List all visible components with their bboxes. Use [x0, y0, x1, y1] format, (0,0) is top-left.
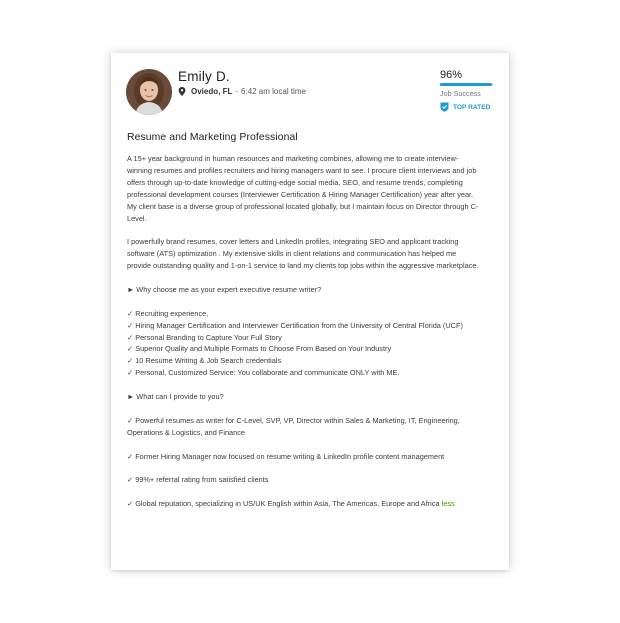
local-time: 6:42 am local time	[241, 87, 306, 96]
job-success-label: Job Success	[440, 89, 481, 98]
avatar-photo	[126, 69, 172, 115]
location-city: Oviedo, FL	[191, 87, 233, 96]
location-line	[178, 87, 306, 96]
job-success-bar	[440, 83, 494, 86]
overview-paragraph: I powerfully brand resumes, cover letters and LinkedIn profiles, integrating SEO and applicant tracking software (ATS) optimization . My extensive skills in client relations and communication has helped me provide outstanding quality and 1-on-1 service to land my clients top jobs within the aggressive marketplace.	[127, 237, 479, 271]
offer-item-text: ✓ Global reputation, specializing in US/UK English within Asia, The Americas, Europe and Africa	[127, 499, 440, 509]
reason-item: ✓ Hiring Manager Certification and Interviewer Certification from the University of Central Florida (UCF)	[127, 320, 463, 330]
profile-overview	[127, 153, 479, 510]
reason-item: ✓ Personal Branding to Capture Your Full Story	[127, 332, 282, 342]
location-pin-icon	[178, 87, 186, 96]
offer-item-last	[127, 498, 479, 510]
freelancer-name: Emily D.	[178, 69, 230, 84]
freelancer-profile-card	[111, 53, 509, 570]
overview-question: ► Why choose me as your expert executive resume writer?	[127, 284, 322, 294]
offer-item: ✓ Former Hiring Manager now focused on resume writing & LinkedIn profile content management	[127, 451, 445, 461]
avatar[interactable]	[126, 69, 172, 115]
offer-item: ✓ Powerful resumes as writer for C-Level, SVP, VP, Director within Sales & Marketing, IT, Engineering, Operations & Logistics, and Finance	[127, 415, 460, 437]
top-rated-label: TOP RATED	[453, 103, 491, 111]
job-success-widget	[440, 69, 498, 112]
reason-item: ✓ Personal, Customized Service: You collaborate and communicate ONLY with ME.	[127, 368, 400, 378]
overview-question: ► What can I provide to you?	[127, 392, 224, 402]
top-rated-badge[interactable]	[440, 102, 498, 112]
reason-item: ✓ 10 Resume Writing & Job Search credentials	[127, 356, 282, 366]
overview-paragraph: A 15+ year background in human resources and marketing combines, allowing me to create interview-winning resumes and profiles recruiters and hiring managers want to see. I procure client interviews and job offers through up-to-date knowledge of cutting-edge social media, SEO, and resume trends, completing professional development courses (Interviewer Certification & Hiring Manager Certification) year after year. My client base is a diverse group of professional located globally, but I maintain focus on Director through C-Level.	[127, 154, 479, 223]
offer-item: ✓ 99%+ referral rating from satisfied clients	[127, 475, 269, 485]
reason-item: ✓ Superior Quality and Multiple Formats to Choose From Based on Your Industry	[127, 344, 392, 354]
location-separator: -	[235, 87, 239, 96]
job-success-bar-fill	[440, 83, 492, 86]
profile-title: Resume and Marketing Professional	[127, 132, 298, 143]
reason-item: ✓ Recruiting experience,	[127, 308, 209, 318]
shield-icon	[440, 102, 449, 112]
less-link[interactable]: less	[441, 499, 455, 509]
job-success-percent: 96%	[440, 69, 463, 81]
